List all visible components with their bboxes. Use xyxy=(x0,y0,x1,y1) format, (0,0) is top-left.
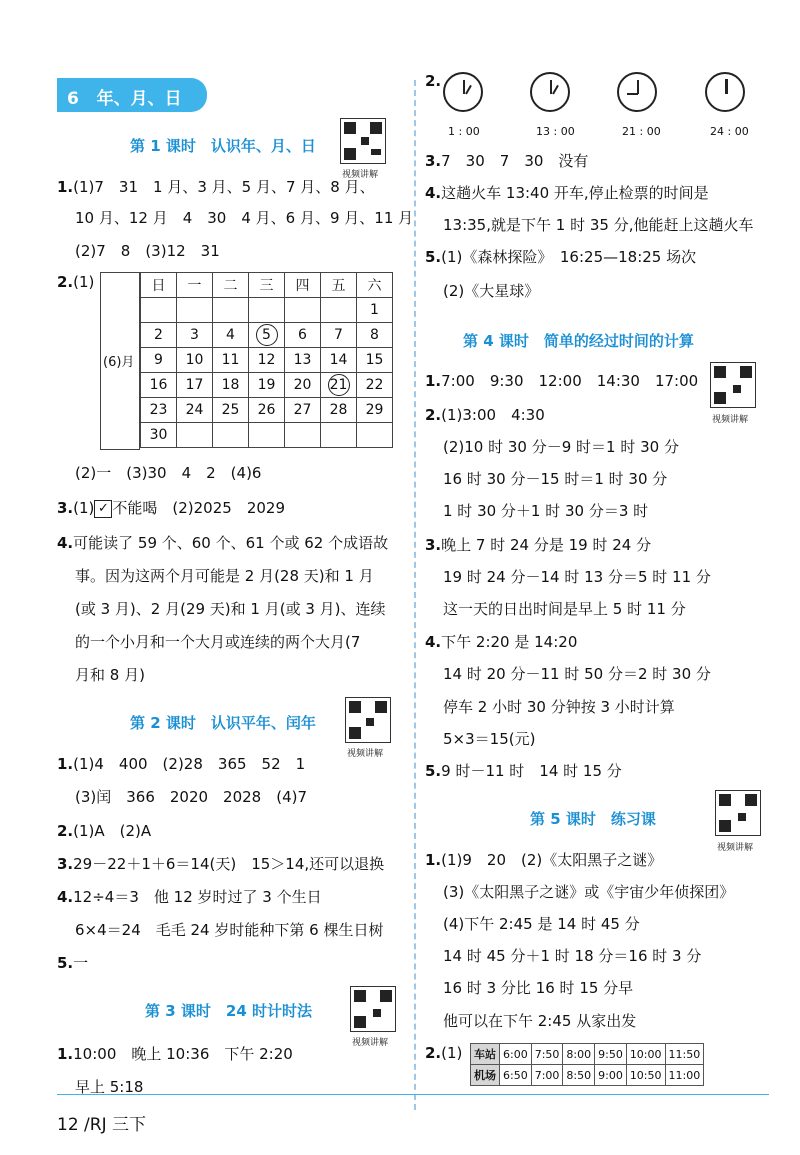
cal-hdr: 一 xyxy=(177,273,213,298)
l4-q4-line2: 14 时 20 分－11 时 50 分＝2 时 30 分 xyxy=(443,665,711,683)
cal-cell xyxy=(321,298,357,323)
calendar-header xyxy=(141,273,393,298)
l2-q5 xyxy=(57,952,88,973)
q-number: 5. xyxy=(57,954,74,972)
l2-q3 xyxy=(57,853,384,874)
calendar-row xyxy=(141,373,393,398)
time-cell: 6:50 xyxy=(500,1065,532,1086)
cal-cell: 9 xyxy=(141,348,177,373)
q-number: 2. xyxy=(57,273,74,291)
answer-text: 7 30 7 30 没有 xyxy=(441,152,589,170)
answer-text: 一 xyxy=(73,954,89,972)
answer-text: (1)4 400 (2)28 365 52 1 xyxy=(73,755,306,773)
answer-text: (1) xyxy=(73,499,95,517)
qr-code[interactable] xyxy=(345,697,391,743)
cal-cell xyxy=(213,298,249,323)
calendar-row xyxy=(141,348,393,373)
cal-cell: 28 xyxy=(321,398,357,423)
time-cell: 6:00 xyxy=(500,1044,532,1065)
answer-text: (1)A (2)A xyxy=(73,822,152,840)
minute-hand xyxy=(637,80,639,94)
l1-q2-after: (2)一 (3)30 4 2 (4)6 xyxy=(75,464,262,482)
l4-q5 xyxy=(425,760,622,781)
l5-q1-line4: 14 时 45 分＋1 时 18 分＝16 时 3 分 xyxy=(443,947,702,965)
clock-label: 24 : 00 xyxy=(710,125,749,138)
clock-label: 1 : 00 xyxy=(448,125,480,138)
cal-cell: 18 xyxy=(213,373,249,398)
circled-date: 5 xyxy=(256,324,278,346)
time-cell: 7:50 xyxy=(531,1044,563,1065)
q-number: 1. xyxy=(57,178,74,196)
cal-cell xyxy=(357,423,393,448)
cal-hdr: 六 xyxy=(357,273,393,298)
l4-q3-line3: 这一天的日出时间是早上 5 时 11 分 xyxy=(443,600,686,618)
cal-cell: 3 xyxy=(177,323,213,348)
lesson4-title: 第 4 课时 简单的经过时间的计算 xyxy=(463,332,694,350)
cal-cell: 12 xyxy=(249,348,285,373)
cal-hdr: 三 xyxy=(249,273,285,298)
l3-q4-line2: 13:35,就是下午 1 时 35 分,他能赶上这趟火车 xyxy=(443,216,754,234)
clock-icon xyxy=(617,72,657,112)
cal-cell xyxy=(213,423,249,448)
calendar-row xyxy=(141,323,393,348)
cal-cell: 15 xyxy=(357,348,393,373)
cal-cell: 2 xyxy=(141,323,177,348)
l5-q1-line5: 16 时 3 分比 16 时 15 分早 xyxy=(443,979,634,997)
l2-q4-line2: 6×4＝24 毛毛 24 岁时能种下第 6 棵生日树 xyxy=(75,921,384,939)
time-cell: 9:50 xyxy=(595,1044,627,1065)
cal-hdr: 二 xyxy=(213,273,249,298)
clock-hands xyxy=(725,79,728,94)
cal-cell: 26 xyxy=(249,398,285,423)
l1-q2-label xyxy=(57,273,94,291)
l3-q1-line1 xyxy=(57,1043,293,1064)
answer-text: (1)7 31 1 月、3 月、5 月、7 月、8 月、 xyxy=(73,178,375,196)
qr-label: 视频讲解 xyxy=(342,170,379,180)
l4-q4-line4: 5×3＝15(元) xyxy=(443,730,536,748)
cal-cell: 1 xyxy=(357,298,393,323)
cal-cell xyxy=(177,423,213,448)
l5-q1-line1 xyxy=(425,849,662,870)
lesson1-title: 第 1 课时 认识年、月、日 xyxy=(130,137,316,155)
time-cell: 10:50 xyxy=(626,1065,665,1086)
cal-hdr: 四 xyxy=(285,273,321,298)
page-number: 12 /RJ 三下 xyxy=(57,1115,146,1135)
calendar-row xyxy=(141,398,393,423)
cal-cell-circled xyxy=(321,373,357,398)
l2-q4-line1 xyxy=(57,886,322,907)
row-label: 机场 xyxy=(471,1065,500,1086)
part-label: (1) xyxy=(441,1044,463,1062)
q-number: 1. xyxy=(57,755,74,773)
cal-cell: 27 xyxy=(285,398,321,423)
clock-label: 21 : 00 xyxy=(622,125,661,138)
q-number: 1. xyxy=(425,851,442,869)
calendar-row xyxy=(141,298,393,323)
cal-cell: 4 xyxy=(213,323,249,348)
schedule-row-station xyxy=(471,1044,704,1065)
qr-label: 视频讲解 xyxy=(347,749,384,759)
month-label: (6)月 xyxy=(103,355,135,370)
l1-q4-line4: 的一个小月和一个大月或连续的两个大月(7 xyxy=(75,633,361,651)
cal-cell xyxy=(321,423,357,448)
cal-cell: 17 xyxy=(177,373,213,398)
unit-title: 年、月、日 xyxy=(96,89,182,109)
l3-q5-line2: (2)《大星球》 xyxy=(443,282,540,300)
q-number: 1. xyxy=(57,1045,74,1063)
l3-q4-line1 xyxy=(425,182,709,203)
q-number: 3. xyxy=(57,499,74,517)
cal-cell xyxy=(249,298,285,323)
q-number: 2. xyxy=(425,406,442,424)
time-cell: 9:00 xyxy=(595,1065,627,1086)
qr-label: 视频讲解 xyxy=(717,843,754,853)
l4-q3-line2: 19 时 24 分－14 时 13 分＝5 时 11 分 xyxy=(443,568,711,586)
l5-q2-label xyxy=(425,1044,462,1062)
q-number: 4. xyxy=(425,184,442,202)
hour-hand xyxy=(552,85,559,95)
answer-text: 29－22＋1＋6＝14(天) 15＞14,还可以退换 xyxy=(73,855,385,873)
q-number: 5. xyxy=(425,248,442,266)
row-label: 车站 xyxy=(471,1044,500,1065)
cal-cell: 19 xyxy=(249,373,285,398)
checkmark-icon: ✓ xyxy=(94,500,112,518)
time-cell: 8:50 xyxy=(563,1065,595,1086)
cal-cell: 24 xyxy=(177,398,213,423)
schedule-table xyxy=(470,1043,704,1086)
answer-text: (1)9 20 (2)《太阳黑子之谜》 xyxy=(441,851,663,869)
qr-code[interactable] xyxy=(350,986,396,1032)
answer-text: 这趟火车 13:40 开车,停止检票的时间是 xyxy=(441,184,709,202)
unit-header xyxy=(57,78,207,112)
qr-code[interactable] xyxy=(715,790,761,836)
clock-icon xyxy=(530,72,570,112)
lesson5-title: 第 5 课时 练习课 xyxy=(530,810,656,828)
l1-q4-line5: 月和 8 月) xyxy=(75,666,145,684)
answer-text: 9 时－11 时 14 时 15 分 xyxy=(441,762,622,780)
answer-text: (1)3:00 4:30 xyxy=(441,406,545,424)
l1-q3 xyxy=(57,497,285,518)
cal-cell: 6 xyxy=(285,323,321,348)
time-cell: 7:00 xyxy=(531,1065,563,1086)
cal-cell: 14 xyxy=(321,348,357,373)
q-number: 5. xyxy=(425,762,442,780)
cal-hdr: 日 xyxy=(141,273,177,298)
l3-q5-line1 xyxy=(425,246,696,267)
clock-icon xyxy=(705,72,745,112)
l2-q2 xyxy=(57,820,151,841)
l4-q1 xyxy=(425,370,698,391)
l1-q4-line1 xyxy=(57,532,388,553)
cal-cell-circled xyxy=(249,323,285,348)
l4-q2-line4: 1 时 30 分＋1 时 30 分＝3 时 xyxy=(443,502,649,520)
l4-q4-line3: 停车 2 小时 30 分钟按 3 小时计算 xyxy=(443,698,675,716)
part-label: (1) xyxy=(73,273,95,291)
cal-cell: 22 xyxy=(357,373,393,398)
cal-cell: 30 xyxy=(141,423,177,448)
time-cell: 11:00 xyxy=(665,1065,704,1086)
answer-text: 可能读了 59 个、60 个、61 个或 62 个成语故 xyxy=(73,534,389,552)
l1-q1-line3: (2)7 8 (3)12 31 xyxy=(75,242,220,260)
q-number: 1. xyxy=(425,372,442,390)
circled-date: 21 xyxy=(328,374,350,396)
answer-text: 晚上 7 时 24 分是 19 时 24 分 xyxy=(441,536,652,554)
unit-number: 6 xyxy=(67,89,79,109)
q-number: 4. xyxy=(425,633,442,651)
l2-q1-line1 xyxy=(57,753,305,774)
l3-q1-line2: 早上 5:18 xyxy=(75,1078,144,1096)
l2-q1-line2: (3)闰 366 2020 2028 (4)7 xyxy=(75,788,308,806)
l1-q1-line1 xyxy=(57,176,375,197)
clock-label: 13 : 00 xyxy=(536,125,575,138)
clock-icon xyxy=(443,72,483,112)
cal-cell: 8 xyxy=(357,323,393,348)
time-cell: 10:00 xyxy=(626,1044,665,1065)
cal-cell xyxy=(177,298,213,323)
l4-q2-line3: 16 时 30 分－15 时＝1 时 30 分 xyxy=(443,470,668,488)
l3-q3 xyxy=(425,150,588,171)
q-number: 3. xyxy=(425,536,442,554)
month-label-cell xyxy=(100,272,140,450)
hour-hand xyxy=(627,93,638,95)
l4-q3-line1 xyxy=(425,534,651,555)
answer-text: 7:00 9:30 12:00 14:30 17:00 xyxy=(441,372,699,390)
lesson3-title: 第 3 课时 24 时计时法 xyxy=(145,1002,312,1020)
l4-q4-line1 xyxy=(425,631,577,652)
l5-q1-line6: 他可以在下午 2:45 从家出发 xyxy=(443,1012,637,1030)
q-number: 3. xyxy=(57,855,74,873)
l3-q2-number: 2. xyxy=(425,72,442,90)
qr-code[interactable] xyxy=(340,118,386,164)
l5-q1-line3: (4)下午 2:45 是 14 时 45 分 xyxy=(443,915,640,933)
cal-cell xyxy=(249,423,285,448)
cal-cell: 25 xyxy=(213,398,249,423)
time-cell: 8:00 xyxy=(563,1044,595,1065)
qr-label: 视频讲解 xyxy=(352,1038,389,1048)
schedule-row-airport xyxy=(471,1065,704,1086)
cal-cell: 10 xyxy=(177,348,213,373)
hour-hand xyxy=(465,85,472,95)
qr-code[interactable] xyxy=(710,362,756,408)
cal-hdr: 五 xyxy=(321,273,357,298)
answer-text: 10:00 晚上 10:36 下午 2:20 xyxy=(73,1045,293,1063)
q-number: 4. xyxy=(57,534,74,552)
cal-cell: 11 xyxy=(213,348,249,373)
answer-text: (1)《森林探险》 16:25—18:25 场次 xyxy=(441,248,697,266)
answer-text: 不能喝 (2)2025 2029 xyxy=(112,499,285,517)
lesson2-title: 第 2 课时 认识平年、闰年 xyxy=(130,714,316,732)
qr-label: 视频讲解 xyxy=(712,415,749,425)
l1-q4-line3: (或 3 月)、2 月(29 天)和 1 月(或 3 月)、连续 xyxy=(75,600,386,618)
l1-q1-line2: 10 月、12 月 4 30 4 月、6 月、9 月、11 月 xyxy=(75,209,414,227)
answer-text: 12÷4＝3 他 12 岁时过了 3 个生日 xyxy=(73,888,322,906)
l5-q1-line2: (3)《太阳黑子之谜》或《宇宙少年侦探团》 xyxy=(443,883,735,901)
cal-cell: 23 xyxy=(141,398,177,423)
l4-q2-line1 xyxy=(425,404,545,425)
column-divider xyxy=(414,80,416,1110)
calendar-table xyxy=(140,272,393,448)
time-cell: 11:50 xyxy=(665,1044,704,1065)
cal-cell: 13 xyxy=(285,348,321,373)
cal-cell: 16 xyxy=(141,373,177,398)
cal-cell: 20 xyxy=(285,373,321,398)
answer-text: 下午 2:20 是 14:20 xyxy=(441,633,578,651)
q-number: 3. xyxy=(425,152,442,170)
q-number: 2. xyxy=(57,822,74,840)
cal-cell: 7 xyxy=(321,323,357,348)
cal-cell xyxy=(141,298,177,323)
q-number: 2. xyxy=(425,1044,442,1062)
calendar-row xyxy=(141,423,393,448)
l1-q4-line2: 事。因为这两个月可能是 2 月(28 天)和 1 月 xyxy=(75,567,374,585)
cal-cell xyxy=(285,298,321,323)
footer-rule xyxy=(57,1094,769,1095)
q-number: 4. xyxy=(57,888,74,906)
cal-cell: 29 xyxy=(357,398,393,423)
cal-cell xyxy=(285,423,321,448)
l4-q2-line2: (2)10 时 30 分－9 时＝1 时 30 分 xyxy=(443,438,679,456)
